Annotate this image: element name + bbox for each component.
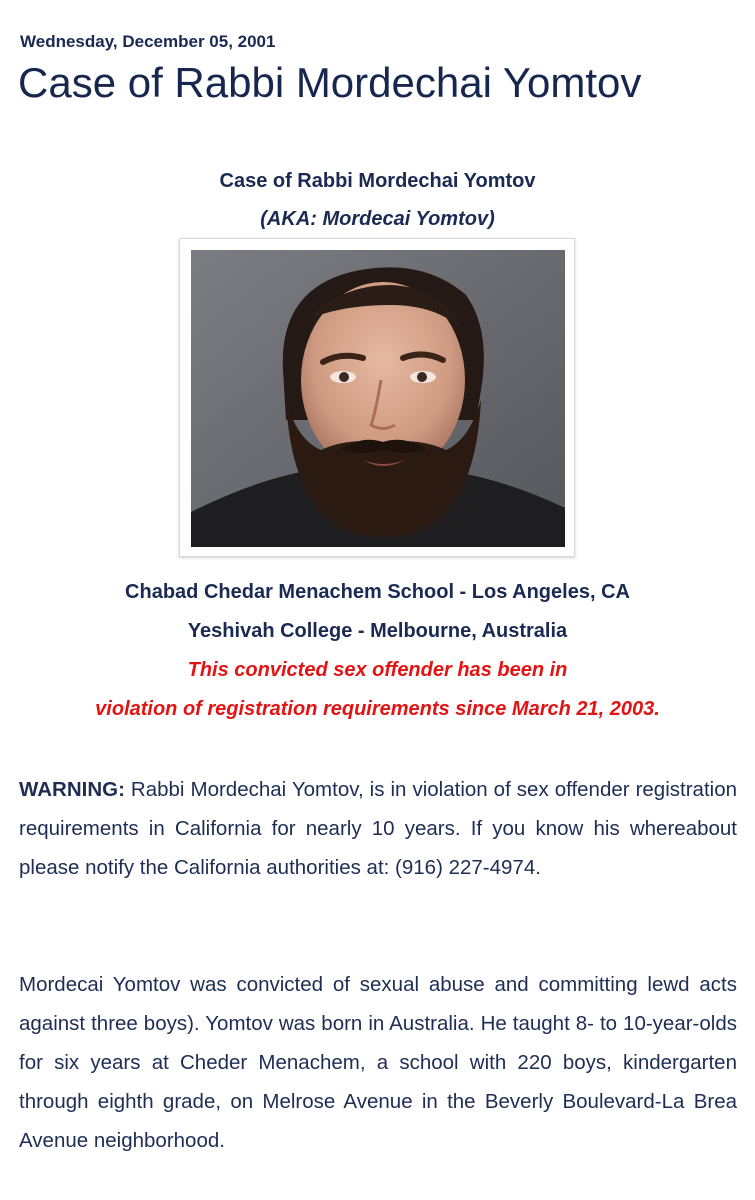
school-line-los-angeles: Chabad Chedar Menachem School - Los Angeles, CA [125,581,630,603]
warning-label: WARNING: [19,778,125,801]
warning-paragraph [19,770,737,887]
photo-frame [179,238,575,557]
aka-line: (AKA: Mordecai Yomtov) [260,208,495,230]
violation-alert-line-2: violation of registration requirements since March 21, 2003. [95,698,660,720]
post-title[interactable]: Case of Rabbi Mordechai Yomtov [18,59,642,106]
portrait-photo [191,250,565,547]
school-line-melbourne: Yeshivah College - Melbourne, Australia [187,620,568,642]
warning-text: Rabbi Mordechai Yomtov, is in violation of sex offender registration requirements in California for nearly 10 years. If you know his whereabout please notify the California authorities at: (916) 227-4974. [19,778,737,879]
body-paragraph: Mordecai Yomtov was convicted of sexual abuse and committing lewd acts against three boys). Yomtov was born in Australia. He taught 8- to 10-year-olds for six years at Cheder Menachem, a school with 220 boys, kindergarten through eighth grade, on Melrose Avenue in the Beverly Boulevard-La Brea Avenue neighborhood. [19,973,737,1152]
post-date: Wednesday, December 05, 2001 [20,32,276,51]
violation-alert-line-1: This convicted sex offender has been in [187,659,568,681]
article-subtitle: Case of Rabbi Mordechai Yomtov [219,170,536,192]
